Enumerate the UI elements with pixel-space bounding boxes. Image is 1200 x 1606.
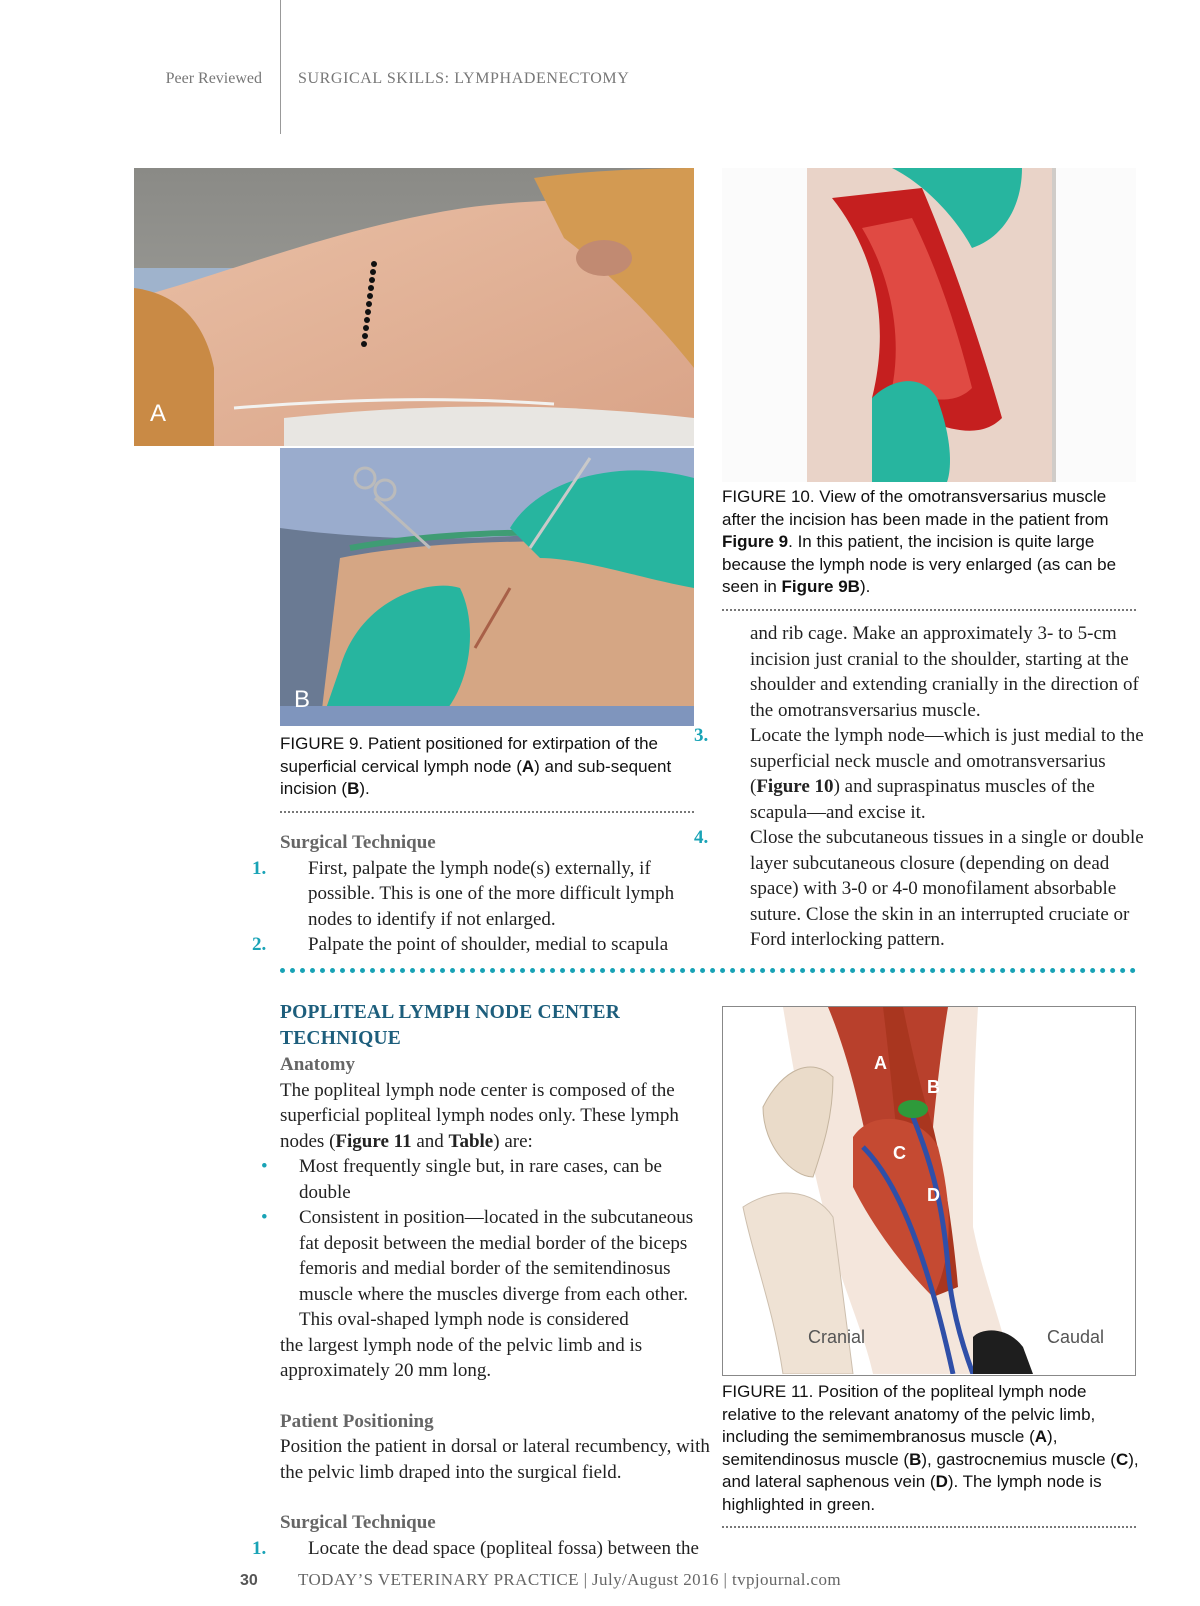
list-item: 3. Locate the lymph node—which is just medial to the superficial neck muscle and omotransversarius (Figure 10) and supraspinatus muscles of the scapula—and excise it. bbox=[694, 725, 1144, 823]
list-item: 2. Palpate the point of shoulder, medial to scapula bbox=[280, 932, 700, 958]
step-number: 2. bbox=[252, 934, 267, 955]
figure-9-caption-rule bbox=[280, 811, 694, 813]
section-label: Peer Reviewed bbox=[165, 70, 262, 87]
step-number: 4. bbox=[694, 827, 709, 848]
figure-10-illustration bbox=[722, 168, 1136, 482]
positioning-heading: Patient Positioning bbox=[280, 1410, 434, 1432]
figure-9b-photo bbox=[280, 448, 694, 726]
figure-9b-illustration bbox=[280, 448, 694, 726]
figure-11-caption: FIGURE 11. Position of the popliteal lymph node relative to the relevant anatomy of the pelvic limb, including the semimembranosus muscle (A), semitendinosus muscle (B), gastrocnemius muscle (C), and lateral saphenous vein (D). The lymph node is highlighted in green. bbox=[722, 1382, 1139, 1514]
cervical-surgical-technique bbox=[252, 830, 700, 958]
section-subheading: Surgical Technique bbox=[280, 832, 436, 853]
figure-9b-panel-label: B bbox=[294, 686, 311, 713]
list-item: • Consistent in position—located in the subcutaneous fat deposit between the medial border of the biceps femoris and medial border of the semitendinosus muscle where the muscles diverge from each other. This oval-shaped lymph node is considered bbox=[261, 1207, 694, 1330]
figure-11-caption-rule bbox=[722, 1526, 1136, 1528]
bullet-icon: • bbox=[261, 1156, 268, 1177]
list-item: • Most frequently single but, in rare cases, can be double bbox=[261, 1156, 662, 1203]
page-number: 30 bbox=[240, 1572, 258, 1589]
anatomy-intro: The popliteal lymph node center is composed of the superficial popliteal lymph nodes only. These lymph nodes (Figure 11 and Table) are: bbox=[280, 1079, 679, 1152]
figure-11-label-caudal: Caudal bbox=[1047, 1327, 1105, 1347]
figure-11-label-b: B bbox=[927, 1077, 940, 1097]
anatomy-heading: Anatomy bbox=[280, 1054, 355, 1075]
step-number: 1. bbox=[252, 1537, 267, 1559]
list-item: 1. Locate the dead space (popliteal fossa) between the bbox=[280, 1536, 710, 1562]
header-divider bbox=[280, 0, 281, 134]
bullet-continued: the largest lymph node of the pelvic limb and is approximately 20 mm long. bbox=[280, 1334, 643, 1381]
figure-11-label-cranial: Cranial bbox=[808, 1327, 866, 1347]
step-2-continued: and rib cage. Make an approximately 3- to 5-cm incision just cranial to the shoulder, starting at the shoulder and extending cranially in the direction of the omotransversarius muscle. bbox=[750, 623, 1139, 721]
bullet-icon: • bbox=[261, 1207, 268, 1228]
section-heading: POPLITEAL LYMPH NODE CENTER TECHNIQUE bbox=[280, 1002, 621, 1049]
figure-11-illustration bbox=[722, 1006, 1136, 1376]
running-title: SURGICAL SKILLS: LYMPHADENECTOMY bbox=[298, 70, 630, 87]
popliteal-section bbox=[252, 1000, 710, 1561]
figure-9a-panel-label: A bbox=[150, 400, 167, 427]
cervical-technique-continued bbox=[694, 621, 1146, 953]
figure-9a-illustration bbox=[134, 168, 694, 446]
step-number: 3. bbox=[694, 725, 709, 746]
positioning-text: Position the patient in dorsal or lateral recumbency, with the pelvic limb draped into the surgical field. bbox=[280, 1436, 710, 1483]
figure-9-caption: FIGURE 9. Patient positioned for extirpation of the superficial cervical lymph node (A) and sub-sequent incision (B). bbox=[280, 734, 672, 798]
figure-9a-photo bbox=[134, 168, 694, 446]
technique-heading: Surgical Technique bbox=[280, 1512, 436, 1533]
figure-10-caption: FIGURE 10. View of the omotransversarius muscle after the incision has been made in the patient from Figure 9. In this patient, the incision is quite large because the lymph node is very enlarged (as can be seen in Figure 9B). bbox=[722, 487, 1117, 596]
figure-11-label-c: C bbox=[893, 1143, 906, 1163]
section-divider bbox=[280, 968, 1136, 973]
figure-11-label-d: D bbox=[927, 1185, 940, 1205]
figure-11-label-a: A bbox=[874, 1053, 887, 1073]
list-item: 4. Close the subcutaneous tissues in a single or double layer subcutaneous closure (depending on dead space) with 3-0 or 4-0 monofilament absorbable suture. Close the skin in an interrupted cruciate or Ford interlocking pattern. bbox=[694, 827, 1144, 950]
step-number: 1. bbox=[252, 857, 267, 879]
figure-10-caption-rule bbox=[722, 609, 1136, 611]
footer-text: TODAY’S VETERINARY PRACTICE | July/August 2016 | tvpjournal.com bbox=[298, 1570, 841, 1589]
list-item: 1. First, palpate the lymph node(s) externally, if possible. This is one of the more difficult lymph nodes to identify if not enlarged. bbox=[252, 857, 675, 930]
figure-10-photo bbox=[722, 168, 1136, 482]
